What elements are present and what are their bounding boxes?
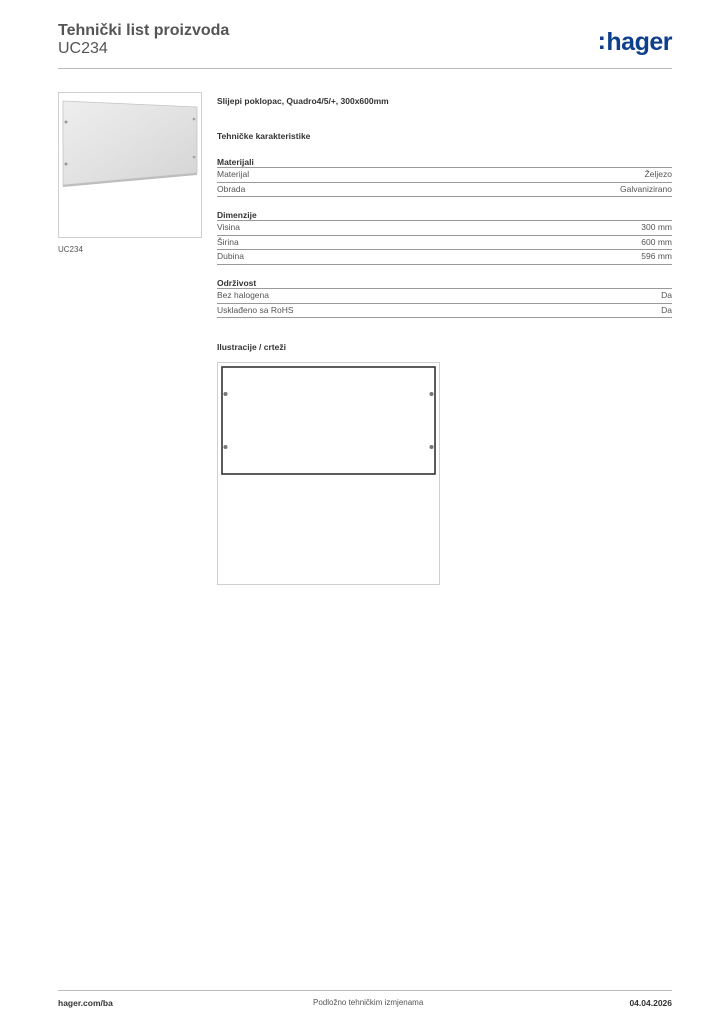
group-sustainability [217,277,672,318]
group-title: Materijali [217,156,672,168]
group-materials [217,156,672,197]
spec-value: Da [661,304,672,315]
spec-label: Širina [217,236,239,247]
spec-row [217,289,672,304]
group-title: Dimenzije [217,209,672,221]
header-divider [58,68,672,69]
spec-label: Visina [217,222,240,232]
spec-value: Da [661,290,672,300]
hager-logo [597,27,672,56]
spec-label: Bez halogena [217,290,269,300]
thumbnail-caption: UC234 [58,245,83,254]
cover-plate-drawing [218,363,441,586]
spec-value: 596 mm [641,251,672,261]
spec-value: Galvanizirano [620,183,672,194]
spec-label: Dubina [217,251,244,261]
group-dimensions [217,209,672,265]
spec-label: Materijal [217,169,250,179]
spec-row [217,221,672,236]
spec-row [217,168,672,183]
spec-row [217,304,672,319]
footer-divider [58,990,672,991]
spec-label: Obrada [217,183,246,194]
spec-label: Usklađeno sa RoHS [217,304,294,315]
cover-plate-photo [59,93,203,239]
footer-date: 04.04.2026 [629,998,672,1008]
logo-text: hager [606,28,672,56]
group-title: Održivost [217,277,672,289]
illustrations-heading: Ilustracije / crteži [217,342,286,352]
spec-value: 300 mm [641,222,672,232]
document-title: Tehnički list proizvoda [58,22,230,39]
logo-colon-mark: : [597,27,606,55]
characteristics-heading: Tehničke karakteristike [217,131,311,141]
product-thumbnail [58,92,202,238]
spec-row [217,236,672,251]
footer-notice: Podložno tehničkim izmjenama [313,998,424,1007]
spec-row [217,250,672,265]
illustration-frame [217,362,440,585]
spec-row [217,183,672,198]
product-name: Slijepi poklopac, Quadro4/5/+, 300x600mm [217,96,389,106]
spec-value: 600 mm [641,236,672,247]
footer-website-link[interactable]: hager.com/ba [58,998,113,1008]
spec-value: Željezo [644,169,672,179]
product-code: UC234 [58,40,108,57]
